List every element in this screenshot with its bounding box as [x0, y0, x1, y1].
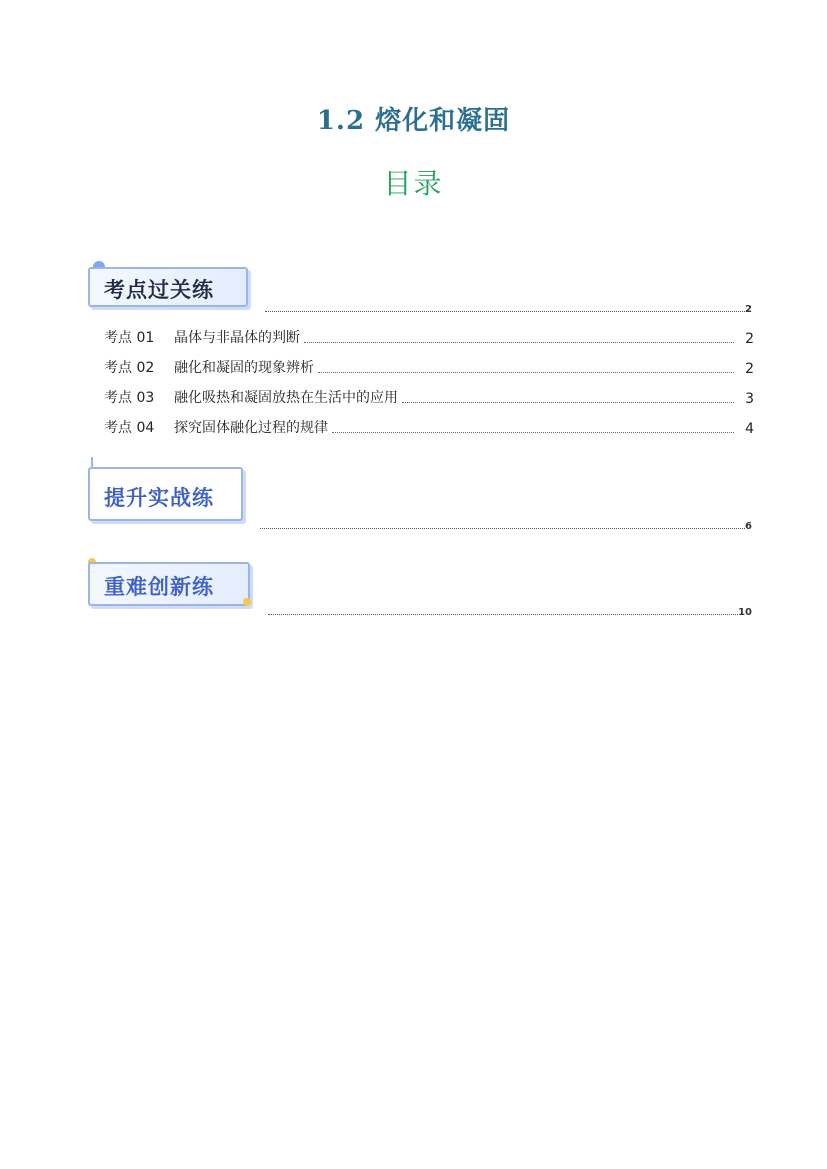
section-page-number: 10	[738, 607, 752, 618]
dot-leader	[332, 432, 734, 433]
section-leader-innovation[interactable]	[268, 604, 752, 618]
toc-entry-key: 考点 03	[104, 390, 155, 406]
dot-leader	[268, 614, 738, 615]
toc-entry-page: 2	[745, 331, 754, 347]
toc-entry-text: 探究固体融化过程的规律	[174, 420, 328, 436]
dot-leader	[265, 311, 745, 312]
dot-leader	[402, 402, 734, 403]
badge-decoration-dot	[243, 598, 251, 606]
toc-entry-text: 晶体与非晶体的判断	[174, 330, 300, 346]
toc-entry-01[interactable]	[104, 327, 754, 347]
section-leader-exam-points[interactable]	[265, 301, 752, 315]
document-title: 1.2 熔化和凝固	[316, 106, 511, 136]
dot-leader	[260, 528, 745, 529]
dot-leader	[304, 342, 734, 343]
toc-entry-text: 融化和凝固的现象辨析	[174, 360, 314, 376]
toc-entry-text: 融化吸热和凝固放热在生活中的应用	[174, 390, 398, 406]
toc-entry-page: 2	[745, 361, 754, 377]
section-page-number: 6	[745, 521, 752, 532]
section-badge-innovation[interactable]	[88, 562, 250, 606]
toc-entry-key: 考点 04	[104, 420, 155, 436]
section-page-number: 2	[745, 304, 752, 315]
section-badge-label: 考点过关练	[104, 278, 214, 302]
section-badge-practice[interactable]	[88, 467, 243, 521]
section-badge-label: 提升实战练	[104, 486, 214, 510]
section-leader-practice[interactable]	[260, 518, 752, 532]
section-badge-exam-points[interactable]	[88, 267, 248, 307]
toc-entry-page: 4	[745, 421, 754, 437]
toc-entry-key: 考点 02	[104, 360, 155, 376]
toc-entry-04[interactable]	[104, 417, 754, 437]
toc-heading: 目录	[383, 167, 444, 200]
toc-entry-page: 3	[745, 391, 754, 407]
dot-leader	[318, 372, 734, 373]
section-badge-label: 重难创新练	[104, 575, 214, 599]
toc-entry-03[interactable]	[104, 387, 754, 407]
toc-entry-key: 考点 01	[104, 330, 155, 346]
toc-entry-02[interactable]	[104, 357, 754, 377]
